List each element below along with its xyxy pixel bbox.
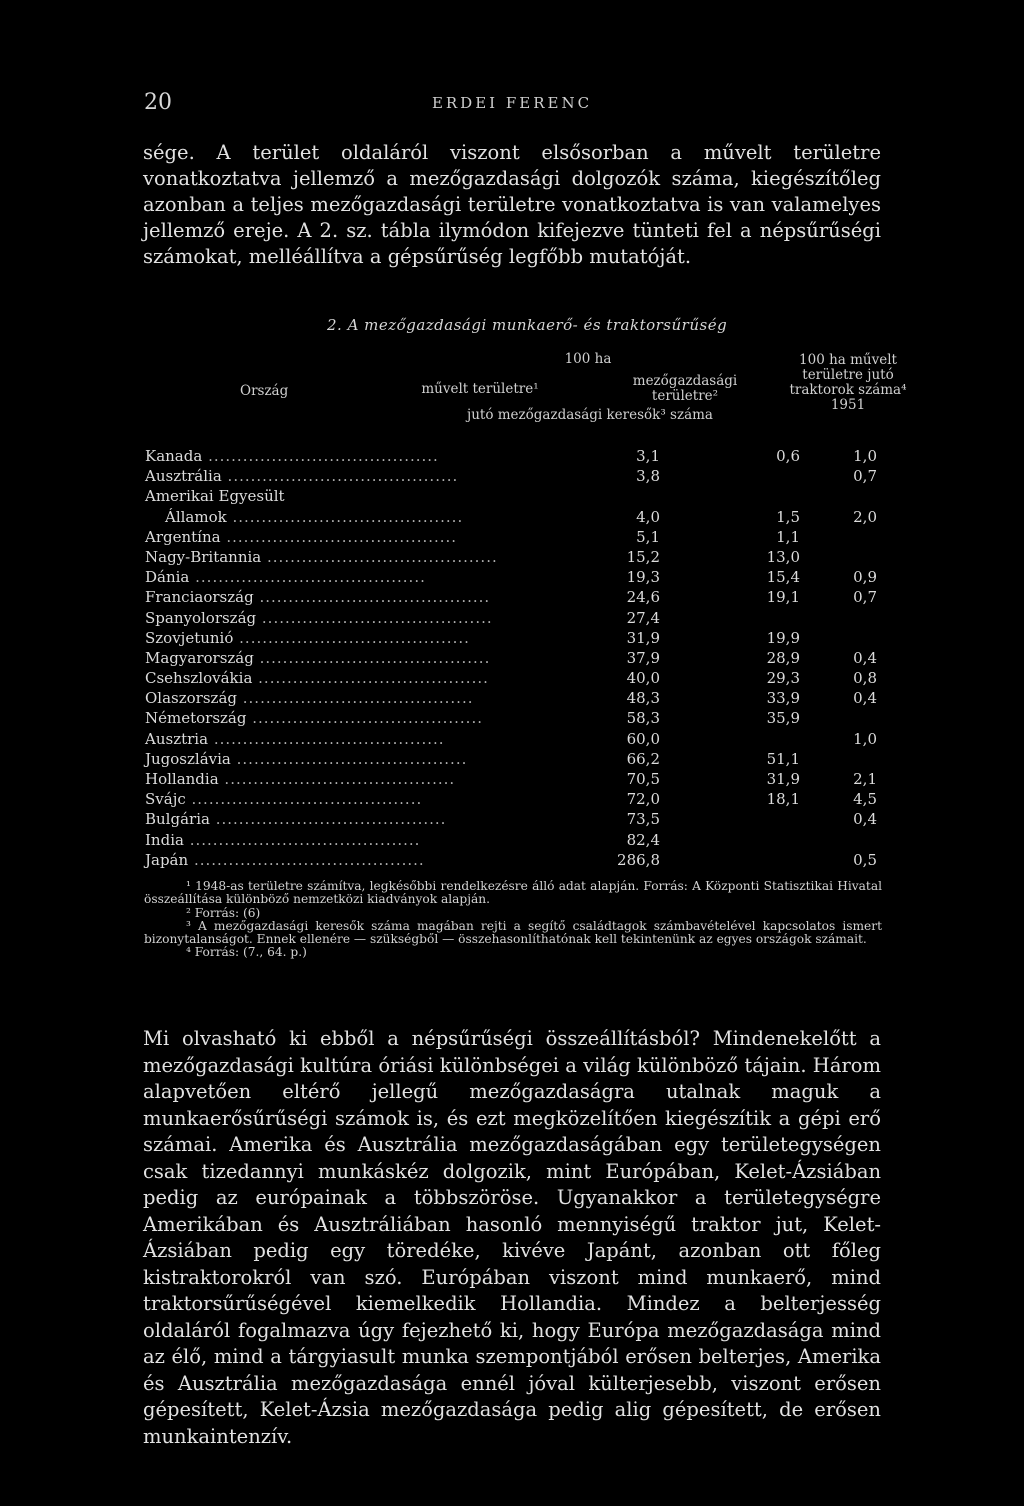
value-tractors: 0,7 bbox=[853, 588, 877, 607]
table-row bbox=[145, 629, 905, 649]
header-agricultural: mezőgazdasági területre² bbox=[632, 373, 738, 404]
country-name: India ........................................ bbox=[145, 830, 421, 849]
value-cultivated: 37,9 bbox=[626, 648, 660, 667]
value-tractors: 0,5 bbox=[853, 850, 877, 869]
value-cultivated: 40,0 bbox=[626, 669, 660, 688]
footnote: ³ A mezőgazdasági keresők száma magában rejti a segítő családtagok számbavételével kapcsolatos ismert bizonytalanságot. Ennek ellenére — szükségből — összehasonlíthatónak kell tekintenünk az egyes országok számait. bbox=[144, 918, 882, 947]
country-name: Nagy-Britannia ........................................ bbox=[145, 547, 498, 566]
country-name: Amerikai Egyesült bbox=[145, 487, 285, 506]
table-row bbox=[145, 588, 905, 608]
country-name: Németország ........................................ bbox=[145, 709, 483, 728]
value-cultivated: 15,2 bbox=[626, 547, 660, 566]
value-agricultural: 28,9 bbox=[766, 648, 800, 667]
country-name: Svájc ........................................ bbox=[145, 790, 423, 809]
table-row bbox=[145, 649, 905, 669]
table-body bbox=[145, 447, 905, 871]
value-cultivated: 4,0 bbox=[636, 507, 660, 526]
value-agricultural: 0,6 bbox=[776, 447, 800, 465]
value-cultivated: 19,3 bbox=[626, 568, 660, 587]
country-name: Kanada ........................................ bbox=[145, 447, 439, 465]
table-row bbox=[145, 669, 905, 689]
value-agricultural: 18,1 bbox=[766, 790, 800, 809]
header-tractors: 100 ha művelt területre jutó traktorok száma⁴ 1951 bbox=[789, 352, 907, 413]
table-row bbox=[145, 568, 905, 588]
table-row bbox=[145, 790, 905, 810]
value-cultivated: 48,3 bbox=[626, 689, 660, 708]
value-agricultural: 1,1 bbox=[776, 527, 800, 546]
value-cultivated: 286,8 bbox=[617, 850, 660, 869]
value-cultivated: 24,6 bbox=[626, 588, 660, 607]
header-cultivated: művelt területre¹ bbox=[421, 381, 539, 397]
header-country: Ország bbox=[240, 383, 289, 399]
table-row bbox=[145, 689, 905, 709]
value-tractors: 4,5 bbox=[853, 790, 877, 809]
country-name: Spanyolország ........................................ bbox=[145, 608, 493, 627]
country-name: Államok ........................................ bbox=[165, 507, 464, 526]
value-tractors: 0,4 bbox=[853, 689, 877, 708]
header-per-100ha: 100 ha bbox=[564, 351, 612, 367]
value-cultivated: 3,1 bbox=[636, 447, 660, 465]
table-row bbox=[145, 709, 905, 729]
header-earners: jutó mezőgazdasági keresők³ száma bbox=[467, 407, 713, 423]
country-name: Olaszország ........................................ bbox=[145, 689, 474, 708]
value-cultivated: 27,4 bbox=[626, 608, 660, 627]
table-row bbox=[145, 548, 905, 568]
page-number: 20 bbox=[144, 90, 172, 115]
value-tractors: 2,1 bbox=[853, 770, 877, 788]
running-title: ERDEI FERENC bbox=[431, 94, 593, 112]
table-row bbox=[145, 810, 905, 830]
running-head bbox=[144, 90, 880, 120]
country-name: Ausztrália ........................................ bbox=[145, 467, 459, 486]
value-cultivated: 72,0 bbox=[626, 790, 660, 809]
value-tractors: 0,8 bbox=[853, 669, 877, 688]
value-agricultural: 33,9 bbox=[766, 689, 800, 708]
value-cultivated: 60,0 bbox=[626, 729, 660, 748]
country-name: Szovjetunió ........................................ bbox=[145, 628, 470, 647]
value-tractors: 0,9 bbox=[853, 568, 877, 587]
value-tractors: 1,0 bbox=[853, 447, 877, 465]
table-row bbox=[145, 609, 905, 629]
table-row bbox=[145, 487, 905, 507]
country-name: Bulgária ........................................ bbox=[145, 810, 447, 829]
footnote: ¹ 1948-as területre számítva, legkésőbbi rendelkezésre álló adat alapján. Forrás: A Központi Statisztikai Hivatal összeállítása különböző nemzetközi kiadványok alapján. bbox=[144, 879, 882, 907]
table-title: 2. A mezőgazdasági munkaerő- és traktorsűrűség bbox=[327, 316, 728, 334]
value-agricultural: 19,9 bbox=[766, 628, 800, 647]
country-name: Argentína ........................................ bbox=[145, 527, 458, 546]
country-name: Hollandia ........................................ bbox=[145, 770, 456, 788]
table-row bbox=[145, 528, 905, 548]
table-row bbox=[145, 447, 905, 467]
value-agricultural: 29,3 bbox=[766, 669, 800, 688]
country-name: Dánia ........................................ bbox=[145, 568, 426, 587]
value-tractors: 0,4 bbox=[853, 648, 877, 667]
footnote: ² Forrás: (6) bbox=[186, 905, 261, 920]
table-row bbox=[145, 750, 905, 770]
country-name: Jugoszlávia ........................................ bbox=[145, 749, 468, 768]
value-cultivated: 5,1 bbox=[636, 527, 660, 546]
value-agricultural: 31,9 bbox=[766, 770, 800, 788]
value-cultivated: 3,8 bbox=[636, 467, 660, 486]
value-cultivated: 82,4 bbox=[626, 830, 660, 849]
table-row bbox=[145, 508, 905, 528]
value-agricultural: 1,5 bbox=[776, 507, 800, 526]
value-tractors: 0,4 bbox=[853, 810, 877, 829]
value-agricultural: 19,1 bbox=[766, 588, 800, 607]
value-cultivated: 73,5 bbox=[626, 810, 660, 829]
value-agricultural: 51,1 bbox=[766, 749, 800, 768]
value-tractors: 0,7 bbox=[853, 467, 877, 486]
value-cultivated: 66,2 bbox=[626, 749, 660, 768]
country-name: Japán ........................................ bbox=[145, 850, 425, 869]
value-agricultural: 15,4 bbox=[766, 568, 800, 587]
value-tractors: 2,0 bbox=[853, 507, 877, 526]
country-name: Csehszlovákia ........................................ bbox=[145, 669, 489, 688]
value-agricultural: 35,9 bbox=[766, 709, 800, 728]
table-row bbox=[145, 467, 905, 487]
country-name: Magyarország ........................................ bbox=[145, 648, 491, 667]
value-cultivated: 70,5 bbox=[626, 770, 660, 788]
closing-paragraph: Mi olvasható ki ebből a népsűrűségi összeállításból? Mindenekelőtt a mezőgazdasági kultúra óriási különbségei a világ különböző tájain. Három alapvetően eltérő jellegű mezőgazdaságra utalnak maguk a munkaerősűrűségi számok is, és ezt megközelítően kiegészítik a gépi erő számai. Amerika és Ausztrália mezőgazdaságában egy területegységen csak tizedannyi munkáskéz dolgozik, mint Európában, Kelet-Ázsiában pedig az európainak a többszöröse. Ugyanakkor a területegységre Amerikában és Ausztráliában hasonló mennyiségű traktor jut, Kelet-Ázsiában pedig egy töredéke, kivéve Japánt, azonban ott főleg kistraktorokról van szó. Európában viszont mind munkaerő, mind traktorsűrűségével kiemelkedik Hollandia. Mindez a belterjesség oldaláról fogalmazva úgy fejezhető ki, hogy Európa mezőgazdasága mind az élő, mind a tárgyiasult munka szempontjából erősen belterjes, Amerika és Ausztrália mezőgazdasága ennél jóval külterjesebb, viszont erősen gépesített, Kelet-Ázsia mezőgazdasága pedig alig gépesített, de erősen munkaintenzív. bbox=[143, 1027, 881, 1448]
footnote: ⁴ Forrás: (7., 64. p.) bbox=[186, 945, 307, 960]
country-name: Franciaország ........................................ bbox=[145, 588, 491, 607]
table-row bbox=[145, 851, 905, 871]
country-name: Ausztria ........................................ bbox=[145, 729, 445, 748]
value-agricultural: 13,0 bbox=[766, 547, 800, 566]
value-cultivated: 31,9 bbox=[626, 628, 660, 647]
footnotes bbox=[144, 880, 882, 960]
value-tractors: 1,0 bbox=[853, 729, 877, 748]
table-row bbox=[145, 730, 905, 750]
table-row bbox=[145, 831, 905, 851]
value-cultivated: 58,3 bbox=[626, 709, 660, 728]
intro-paragraph: sége. A terület oldaláról viszont elsősorban a művelt területre vonatkoztatva jellemző a mezőgazdasági dolgozók száma, kiegészítőleg azonban a teljes mezőgazdasági területre vonatkoztatva is van valamelyes jellemző ereje. A 2. sz. tábla ilymódon kifejezve tünteti fel a népsűrűségi számokat, melléállítva a gépsűrűség legfőbb mutatóját. bbox=[143, 141, 881, 268]
table-row bbox=[145, 770, 905, 790]
